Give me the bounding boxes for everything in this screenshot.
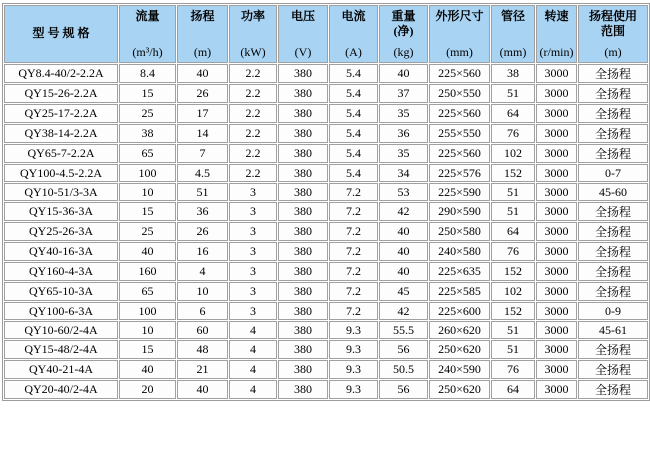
header-unit: (r/min)	[539, 45, 574, 59]
value-cell: 16	[177, 242, 228, 261]
model-cell: QY65-7-2.2A	[4, 144, 118, 163]
table-row	[4, 242, 648, 261]
column-header-head-range	[578, 5, 648, 63]
value-cell: 40	[119, 360, 176, 379]
table-row	[4, 302, 648, 320]
value-cell: 225×560	[429, 64, 490, 83]
value-cell: 56	[379, 340, 428, 359]
header-unit: (m)	[604, 45, 622, 59]
value-cell: 250×620	[429, 340, 490, 359]
header-label: 重量	[391, 9, 416, 23]
value-cell: 51	[491, 321, 535, 339]
column-header-head	[177, 5, 228, 63]
value-cell: 225×576	[429, 164, 490, 182]
value-cell: 全扬程	[578, 340, 648, 359]
value-cell: 2.2	[229, 124, 277, 143]
model-cell: QY25-17-2.2A	[4, 104, 118, 123]
model-cell: QY160-4-3A	[4, 262, 118, 281]
value-cell: 5.4	[329, 64, 378, 83]
value-cell: 17	[177, 104, 228, 123]
value-cell: 2.2	[229, 64, 277, 83]
value-cell: 290×590	[429, 202, 490, 221]
value-cell: 全扬程	[578, 360, 648, 379]
value-cell: 225×600	[429, 302, 490, 320]
table-row	[4, 124, 648, 143]
value-cell: 2.2	[229, 164, 277, 182]
value-cell: 10	[119, 321, 176, 339]
value-cell: 9.3	[329, 380, 378, 399]
value-cell: 5.4	[329, 104, 378, 123]
value-cell: 3	[229, 262, 277, 281]
value-cell: 7	[177, 144, 228, 163]
value-cell: 全扬程	[578, 282, 648, 301]
value-cell: 3000	[536, 164, 577, 182]
value-cell: 42	[379, 302, 428, 320]
header-label: 管径	[500, 9, 525, 23]
column-header-voltage	[278, 5, 328, 63]
value-cell: 5.4	[329, 84, 378, 103]
value-cell: 3000	[536, 183, 577, 201]
value-cell: 3000	[536, 360, 577, 379]
value-cell: 3000	[536, 84, 577, 103]
value-cell: 3000	[536, 302, 577, 320]
value-cell: 4	[229, 360, 277, 379]
value-cell: 65	[119, 282, 176, 301]
value-cell: 全扬程	[578, 144, 648, 163]
value-cell: 3000	[536, 144, 577, 163]
column-header-speed	[536, 5, 577, 63]
value-cell: 152	[491, 302, 535, 320]
value-cell: 34	[379, 164, 428, 182]
value-cell: 4	[177, 262, 228, 281]
value-cell: 3	[229, 183, 277, 201]
value-cell: 全扬程	[578, 242, 648, 261]
value-cell: 3	[229, 282, 277, 301]
header-label: 电流	[341, 9, 366, 23]
model-cell: QY10-60/2-4A	[4, 321, 118, 339]
value-cell: 4	[229, 321, 277, 339]
value-cell: 9.3	[329, 340, 378, 359]
value-cell: 40	[379, 64, 428, 83]
value-cell: 40	[379, 242, 428, 261]
value-cell: 5.4	[329, 144, 378, 163]
value-cell: 51	[491, 202, 535, 221]
value-cell: 64	[491, 380, 535, 399]
value-cell: 53	[379, 183, 428, 201]
value-cell: 51	[177, 183, 228, 201]
table-row	[4, 282, 648, 301]
value-cell: 3000	[536, 124, 577, 143]
value-cell: 225×560	[429, 104, 490, 123]
table-row	[4, 202, 648, 221]
table-row	[4, 360, 648, 379]
value-cell: 14	[177, 124, 228, 143]
value-cell: 3000	[536, 262, 577, 281]
value-cell: 225×560	[429, 144, 490, 163]
model-cell: QY100-4.5-2.2A	[4, 164, 118, 182]
value-cell: 35	[379, 104, 428, 123]
value-cell: 51	[491, 340, 535, 359]
header-row	[4, 5, 648, 63]
model-cell: QY65-10-3A	[4, 282, 118, 301]
value-cell: 152	[491, 164, 535, 182]
value-cell: 7.2	[329, 202, 378, 221]
value-cell: 15	[119, 202, 176, 221]
value-cell: 40	[177, 64, 228, 83]
value-cell: 2.2	[229, 144, 277, 163]
value-cell: 9.3	[329, 321, 378, 339]
header-unit: (kW)	[240, 45, 266, 59]
value-cell: 8.4	[119, 64, 176, 83]
value-cell: 225×585	[429, 282, 490, 301]
value-cell: 380	[278, 104, 328, 123]
value-cell: 38	[119, 124, 176, 143]
value-cell: 64	[491, 104, 535, 123]
header-unit: (A)	[345, 45, 362, 59]
value-cell: 380	[278, 282, 328, 301]
header-unit: (mm)	[446, 45, 473, 59]
value-cell: 4	[229, 340, 277, 359]
table-row	[4, 183, 648, 201]
value-cell: 7.2	[329, 222, 378, 241]
value-cell: 40	[379, 222, 428, 241]
value-cell: 40	[177, 380, 228, 399]
value-cell: 45	[379, 282, 428, 301]
value-cell: 100	[119, 302, 176, 320]
model-cell: QY38-14-2.2A	[4, 124, 118, 143]
value-cell: 51	[491, 183, 535, 201]
value-cell: 10	[177, 282, 228, 301]
table-row	[4, 380, 648, 399]
value-cell: 102	[491, 144, 535, 163]
value-cell: 380	[278, 360, 328, 379]
model-cell: QY8.4-40/2-2.2A	[4, 64, 118, 83]
value-cell: 25	[119, 104, 176, 123]
value-cell: 26	[177, 222, 228, 241]
header-label: 型 号 规 格	[32, 26, 90, 40]
column-header-model	[4, 5, 118, 63]
value-cell: 15	[119, 84, 176, 103]
table-row	[4, 144, 648, 163]
value-cell: 全扬程	[578, 222, 648, 241]
value-cell: 76	[491, 242, 535, 261]
model-cell: QY40-16-3A	[4, 242, 118, 261]
header-unit: (mm)	[499, 45, 527, 59]
header-label: 转速	[544, 9, 569, 23]
table-row	[4, 64, 648, 83]
value-cell: 20	[119, 380, 176, 399]
value-cell: 全扬程	[578, 262, 648, 281]
header-unit: (m³/h)	[132, 45, 163, 59]
value-cell: 10	[119, 183, 176, 201]
model-cell: QY15-48/2-4A	[4, 340, 118, 359]
value-cell: 380	[278, 144, 328, 163]
value-cell: 2.2	[229, 84, 277, 103]
header-unit: (m)	[193, 45, 212, 59]
value-cell: 65	[119, 144, 176, 163]
value-cell: 3000	[536, 340, 577, 359]
value-cell: 全扬程	[578, 64, 648, 83]
value-cell: 60	[177, 321, 228, 339]
value-cell: 3000	[536, 321, 577, 339]
model-cell: QY40-21-4A	[4, 360, 118, 379]
value-cell: 225×590	[429, 183, 490, 201]
value-cell: 5.4	[329, 164, 378, 182]
value-cell: 26	[177, 84, 228, 103]
value-cell: 48	[177, 340, 228, 359]
value-cell: 6	[177, 302, 228, 320]
value-cell: 7.2	[329, 282, 378, 301]
value-cell: 7.2	[329, 242, 378, 261]
table-row	[4, 104, 648, 123]
header-label: 扬程使用	[588, 9, 637, 23]
model-cell: QY10-51/3-3A	[4, 183, 118, 201]
value-cell: 380	[278, 124, 328, 143]
value-cell: 55.5	[379, 321, 428, 339]
value-cell: 40	[119, 242, 176, 261]
header-label: 外形尺寸	[435, 9, 484, 23]
value-cell: 7.2	[329, 183, 378, 201]
value-cell: 240×590	[429, 360, 490, 379]
value-cell: 380	[278, 242, 328, 261]
value-cell: 全扬程	[578, 104, 648, 123]
value-cell: 380	[278, 340, 328, 359]
table-body	[4, 64, 648, 399]
value-cell: 3	[229, 202, 277, 221]
value-cell: 160	[119, 262, 176, 281]
table-row	[4, 340, 648, 359]
value-cell: 45-60	[578, 183, 648, 201]
value-cell: 42	[379, 202, 428, 221]
value-cell: 35	[379, 144, 428, 163]
header-label2: (净)	[393, 24, 414, 38]
value-cell: 380	[278, 84, 328, 103]
value-cell: 3	[229, 222, 277, 241]
value-cell: 50.5	[379, 360, 428, 379]
table-row	[4, 321, 648, 339]
value-cell: 100	[119, 164, 176, 182]
value-cell: 21	[177, 360, 228, 379]
value-cell: 380	[278, 202, 328, 221]
value-cell: 37	[379, 84, 428, 103]
value-cell: 15	[119, 340, 176, 359]
value-cell: 40	[379, 262, 428, 281]
model-cell: QY20-40/2-4A	[4, 380, 118, 399]
value-cell: 38	[491, 64, 535, 83]
column-header-pipe-diameter	[491, 5, 535, 63]
value-cell: 3000	[536, 380, 577, 399]
value-cell: 全扬程	[578, 124, 648, 143]
header-label: 流量	[135, 9, 160, 23]
table-row	[4, 164, 648, 182]
value-cell: 3	[229, 242, 277, 261]
value-cell: 0-9	[578, 302, 648, 320]
value-cell: 25	[119, 222, 176, 241]
value-cell: 全扬程	[578, 202, 648, 221]
value-cell: 3	[229, 302, 277, 320]
column-header-power	[229, 5, 277, 63]
value-cell: 76	[491, 124, 535, 143]
value-cell: 36	[177, 202, 228, 221]
model-cell: QY15-36-3A	[4, 202, 118, 221]
value-cell: 4.5	[177, 164, 228, 182]
model-cell: QY25-26-3A	[4, 222, 118, 241]
table-row	[4, 222, 648, 241]
header-unit: (kg)	[393, 45, 414, 59]
value-cell: 36	[379, 124, 428, 143]
value-cell: 240×580	[429, 242, 490, 261]
column-header-flow	[119, 5, 176, 63]
header-unit: (V)	[294, 45, 312, 59]
column-header-current	[329, 5, 378, 63]
header-label: 功率	[240, 9, 265, 23]
model-cell: QY100-6-3A	[4, 302, 118, 320]
value-cell: 51	[491, 84, 535, 103]
value-cell: 152	[491, 262, 535, 281]
value-cell: 225×635	[429, 262, 490, 281]
header-label: 电压	[290, 9, 315, 23]
model-cell: QY15-26-2.2A	[4, 84, 118, 103]
value-cell: 3000	[536, 104, 577, 123]
value-cell: 7.2	[329, 302, 378, 320]
value-cell: 76	[491, 360, 535, 379]
value-cell: 380	[278, 321, 328, 339]
value-cell: 3000	[536, 202, 577, 221]
value-cell: 2.2	[229, 104, 277, 123]
value-cell: 260×620	[429, 321, 490, 339]
value-cell: 380	[278, 64, 328, 83]
value-cell: 64	[491, 222, 535, 241]
table-row	[4, 84, 648, 103]
table-row	[4, 262, 648, 281]
value-cell: 3000	[536, 282, 577, 301]
value-cell: 3000	[536, 64, 577, 83]
value-cell: 380	[278, 164, 328, 182]
value-cell: 380	[278, 302, 328, 320]
value-cell: 全扬程	[578, 380, 648, 399]
pump-spec-table	[2, 3, 650, 401]
value-cell: 250×620	[429, 380, 490, 399]
value-cell: 45-61	[578, 321, 648, 339]
value-cell: 250×550	[429, 84, 490, 103]
value-cell: 380	[278, 183, 328, 201]
column-header-dimensions	[429, 5, 490, 63]
value-cell: 7.2	[329, 262, 378, 281]
value-cell: 380	[278, 222, 328, 241]
header-label2: 范围	[600, 24, 625, 38]
value-cell: 102	[491, 282, 535, 301]
value-cell: 4	[229, 380, 277, 399]
header-label: 扬程	[190, 9, 215, 23]
value-cell: 3000	[536, 242, 577, 261]
value-cell: 3000	[536, 222, 577, 241]
value-cell: 0-7	[578, 164, 648, 182]
value-cell: 255×550	[429, 124, 490, 143]
value-cell: 5.4	[329, 124, 378, 143]
value-cell: 9.3	[329, 360, 378, 379]
value-cell: 380	[278, 262, 328, 281]
value-cell: 380	[278, 380, 328, 399]
value-cell: 250×580	[429, 222, 490, 241]
value-cell: 全扬程	[578, 84, 648, 103]
value-cell: 56	[379, 380, 428, 399]
column-header-weight	[379, 5, 428, 63]
